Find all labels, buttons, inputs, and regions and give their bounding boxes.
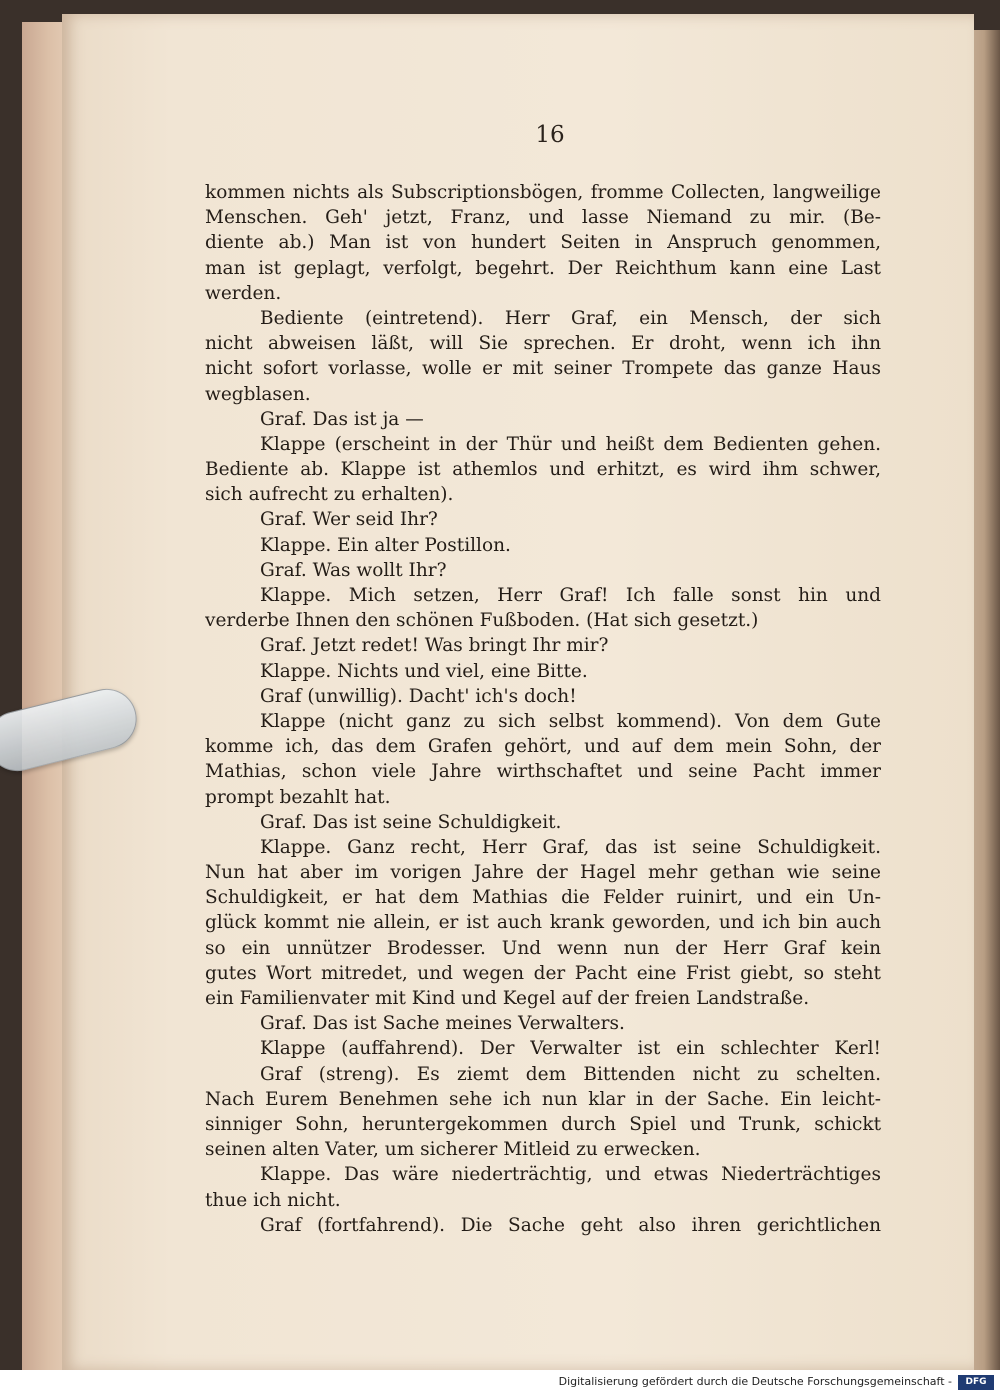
text-line: nicht sofort vorlasse, wolle er mit seiner Trompete das ganze Haus — [205, 358, 881, 380]
page-text-block — [205, 180, 881, 1238]
text-line: Klappe. Nichts und viel, eine Bitte. — [260, 660, 588, 682]
text-line: diente ab.) Man ist von hundert Seiten in Anspruch genommen, — [205, 232, 881, 254]
text-line: gutes Wort mitredet, und wegen der Pacht eine Frist giebt, so steht — [205, 962, 881, 984]
text-line: Graf (fortfahrend). Die Sache geht also ihren gerichtlichen — [260, 1214, 881, 1236]
text-line: Graf. Was wollt Ihr? — [260, 559, 447, 581]
text-line: nicht abweisen läßt, will Sie sprechen. Er droht, wenn ich ihn — [205, 333, 881, 355]
text-line: kommen nichts als Subscriptionsbögen, fromme Collecten, langweilige — [205, 182, 881, 203]
text-line: Bediente ab. Klappe ist athemlos und erhitzt, es wird ihm schwer, — [205, 459, 881, 481]
text-line: Klappe. Das wäre niederträchtig, und etwas Niederträchtiges — [260, 1164, 881, 1186]
text-line: prompt bezahlt hat. — [205, 786, 391, 808]
text-line: seinen alten Vater, um sicherer Mitleid zu erwecken. — [205, 1139, 701, 1161]
text-line: verderbe Ihnen den schönen Fußboden. (Hat sich gesetzt.) — [205, 610, 759, 632]
text-line: Bediente (eintretend). Herr Graf, ein Mensch, der sich — [260, 307, 881, 329]
text-line: sich aufrecht zu erhalten). — [205, 484, 454, 506]
text-line: Klappe (nicht ganz zu sich selbst kommend). Von dem Gute — [260, 710, 881, 732]
text-line: komme ich, das dem Grafen gehört, und auf dem mein Sohn, der — [205, 736, 881, 758]
text-line: thue ich nicht. — [205, 1189, 341, 1211]
text-line: Klappe. Mich setzen, Herr Graf! Ich falle sonst hin und — [260, 585, 881, 606]
text-line: Klappe. Ein alter Postillon. — [260, 534, 511, 556]
footer-credit: Digitalisierung gefördert durch die Deutsche Forschungsgemeinschaft - — [558, 1375, 952, 1388]
page-number: 16 — [535, 122, 565, 148]
text-line: Graf. Wer seid Ihr? — [260, 509, 438, 531]
dfg-logo-icon: DFG — [958, 1375, 994, 1390]
text-line: Graf. Jetzt redet! Was bringt Ihr mir? — [260, 635, 609, 657]
text-line: Klappe (erscheint in der Thür und heißt dem Bedienten gehen. — [260, 433, 881, 455]
text-line: Nach Eurem Benehmen sehe ich nun klar in der Sache. Ein leicht- — [205, 1088, 881, 1110]
text-line: Graf (streng). Es ziemt dem Bittenden nicht zu schelten. — [260, 1063, 881, 1085]
text-line: Schuldigkeit, er hat dem Mathias die Felder ruinirt, und ein Un- — [205, 887, 881, 909]
text-line: Klappe. Ganz recht, Herr Graf, das ist seine Schuldigkeit. — [260, 836, 881, 858]
text-line: man ist geplagt, verfolgt, begehrt. Der Reichthum kann eine Last — [205, 257, 881, 279]
text-line: Graf. Das ist seine Schuldigkeit. — [260, 811, 562, 833]
text-line: Graf. Das ist Sache meines Verwalters. — [260, 1013, 625, 1035]
text-line: Mathias, schon viele Jahre wirthschaftet und seine Pacht immer — [205, 761, 881, 783]
text-line: so ein unnützer Brodesser. Und wenn nun der Herr Graf kein — [205, 937, 881, 959]
text-line: Nun hat aber im vorigen Jahre der Hagel mehr gethan wie seine — [205, 862, 881, 884]
text-line: sinniger Sohn, heruntergekommen durch Spiel und Trunk, schickt — [205, 1113, 881, 1135]
footer-bar — [0, 1372, 1000, 1395]
text-line: glück kommt nie allein, er ist auch krank geworden, und ich bin auch — [205, 912, 881, 934]
text-line: wegblasen. — [205, 383, 311, 405]
text-line: Graf. Das ist ja — — [260, 408, 424, 430]
text-line: ein Familienvater mit Kind und Kegel auf der freien Landstraße. — [205, 988, 810, 1009]
text-line: werden. — [205, 282, 282, 304]
text-line: Menschen. Geh' jetzt, Franz, und lasse Niemand zu mir. (Be- — [205, 207, 881, 229]
text-line: Klappe (auffahrend). Der Verwalter ist ein schlechter Kerl! — [260, 1038, 881, 1060]
text-line: Graf (unwillig). Dacht' ich's doch! — [260, 685, 577, 707]
